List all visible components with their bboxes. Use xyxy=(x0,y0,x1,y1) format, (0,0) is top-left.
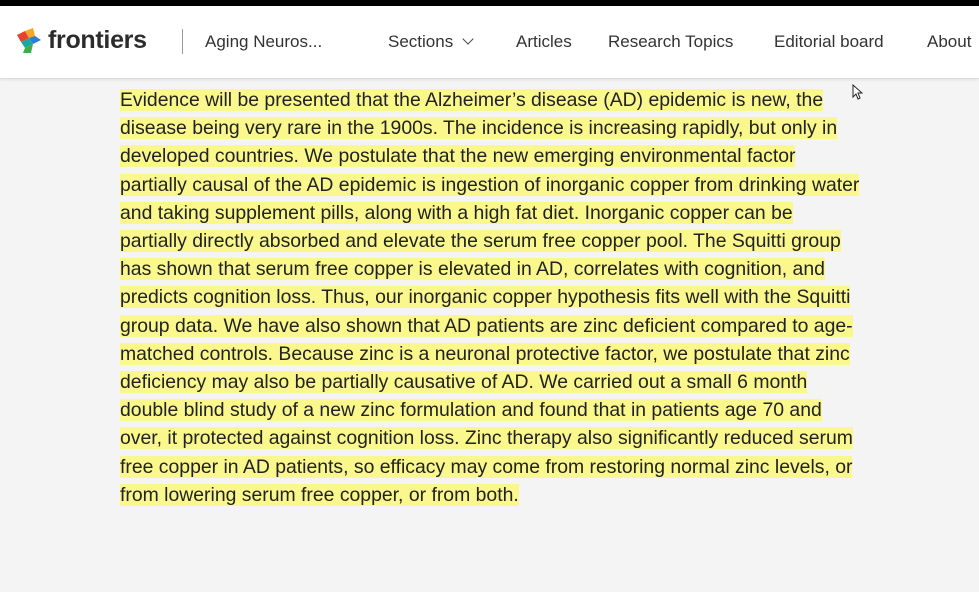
nav-sections-label: Sections xyxy=(388,32,454,51)
nav-about[interactable]: About xyxy=(927,32,972,51)
abstract-text: Evidence will be presented that the Alzheimer’s disease (AD) epidemic is new, the disease being very rare in the 1900s. The incidence is increasing rapidly, but only in developed countries. We postulate that the new emerging environmental factor partially causal of the AD epidemic is ingestion of inorganic copper from drinking water and taking supplement pills, along with a high fat diet. Inorganic copper can be partially directly absorbed and elevate the serum free copper pool. The Squitti group has shown that serum free copper is elevated in AD, correlates with cognition, and predicts cognition loss. Thus, our inorganic copper hypothesis fits well with the Squitti group data. We have also shown that AD patients are zinc deficient compared to age-matched controls. Because zinc is a neuronal protective factor, we postulate that zinc deficiency may also be partially causative of AD. We carried out a small 6 month double blind study of a new zinc formulation and found that in patients age 70 and over, it protected against cognition loss. Zinc therapy also significantly reduced serum free copper in AD patients, so efficacy may come from restoring normal zinc levels, or from lowering serum free copper, or from both. xyxy=(120,89,860,506)
chevron-down-icon xyxy=(463,33,474,44)
abstract-section xyxy=(120,86,860,509)
header-divider xyxy=(182,29,183,54)
nav-sections[interactable] xyxy=(388,31,472,53)
frontiers-logo-icon xyxy=(15,26,43,54)
nav-editorial-board[interactable]: Editorial board xyxy=(774,32,884,51)
journal-name-link[interactable]: Aging Neuros... xyxy=(205,32,323,51)
site-header xyxy=(0,6,979,79)
logo-text: frontiers xyxy=(48,26,147,54)
frontiers-logo[interactable] xyxy=(15,26,147,54)
nav-articles[interactable]: Articles xyxy=(516,32,572,51)
mouse-cursor-icon xyxy=(852,84,863,106)
nav-research-topics[interactable]: Research Topics xyxy=(608,32,734,51)
